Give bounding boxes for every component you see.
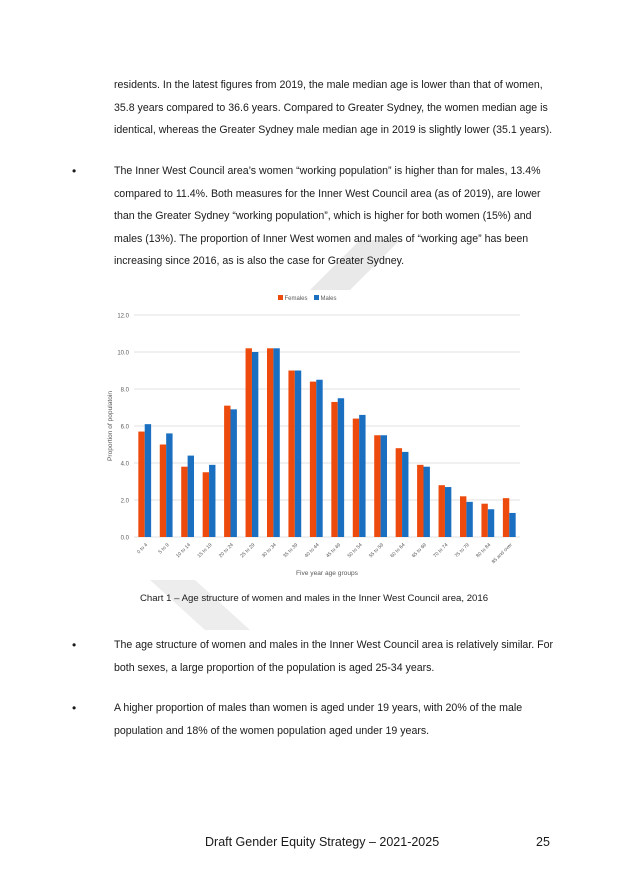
age-structure-chart xyxy=(100,288,530,588)
x-tick-label: 40 to 44 xyxy=(303,542,321,560)
x-tick-label: 25 to 29 xyxy=(239,542,257,560)
x-tick-label: 20 to 24 xyxy=(217,542,235,560)
bar-females xyxy=(396,448,402,537)
bar-females xyxy=(181,467,187,537)
chart-caption: Chart 1 – Age structure of women and males in the Inner West Council area, 2016 xyxy=(140,593,489,604)
bar-males xyxy=(424,467,430,537)
bar-females xyxy=(288,371,294,538)
legend-swatch-females xyxy=(278,295,283,300)
bar-females xyxy=(503,498,509,537)
paragraph-working-population: The Inner West Council area’s women “working population” is higher than for males, 13.4% compared to 11.4%. Both measures for the Inner West Council area (as of 2019), are lower than the Greater Sydney “working population”, which is higher for both women (15%) and males (13%). The proportion of Inner West women and males of “working age” has been increasing since 2016, as is also the case for Greater Sydney. xyxy=(114,165,541,267)
bar-females xyxy=(138,432,144,537)
bar-females xyxy=(160,445,166,538)
bar-males xyxy=(188,456,194,537)
bar-females xyxy=(481,504,487,537)
legend-label-females: Females xyxy=(284,296,308,302)
x-axis-title: Five year age groups xyxy=(296,570,358,577)
bar-females xyxy=(203,472,209,537)
y-tick-label: 4.0 xyxy=(120,461,129,468)
bar-males xyxy=(359,415,365,537)
y-tick-label: 0.0 xyxy=(120,535,129,542)
x-tick-label: 35 to 39 xyxy=(282,542,300,560)
x-tick-label: 70 to 74 xyxy=(432,542,450,560)
x-tick-label: 55 to 59 xyxy=(367,542,386,560)
x-tick-label: 85 and over xyxy=(490,542,514,566)
x-tick-label: 75 to 79 xyxy=(453,542,471,560)
x-tick-label: 0 to 4 xyxy=(136,542,150,556)
bar-females xyxy=(310,382,316,537)
bar-females xyxy=(460,496,466,537)
paragraph-median-age: residents. In the latest figures from 2019, the male median age is lower than that of women, 35.8 years compared to 36.6 years. Compared to Greater Sydney, the women median age is identical, whereas the Greater Sydney male median age in 2019 is slightly lower (35.1 years). xyxy=(114,79,553,136)
bullet-marker: • xyxy=(72,638,77,652)
y-axis-title: Proportion of populatoin xyxy=(107,390,114,462)
bar-females xyxy=(224,406,230,537)
legend-label-males: Males xyxy=(320,296,337,302)
bullet-marker: • xyxy=(72,164,77,178)
footer-title: Draft Gender Equity Strategy – 2021-2025 xyxy=(205,835,440,849)
y-tick-label: 2.0 xyxy=(120,498,129,505)
bar-males xyxy=(338,398,344,537)
bar-females xyxy=(439,485,445,537)
page-number: 25 xyxy=(536,835,550,849)
bar-males xyxy=(273,348,279,537)
bar-females xyxy=(267,348,273,537)
bar-males xyxy=(209,465,215,537)
y-tick-label: 8.0 xyxy=(120,387,129,394)
bar-females xyxy=(353,419,359,537)
bar-males xyxy=(316,380,322,537)
y-tick-label: 10.0 xyxy=(117,350,129,357)
bar-males xyxy=(445,487,451,537)
x-tick-label: 60 to 64 xyxy=(389,542,407,560)
x-tick-label: 10 to 14 xyxy=(174,542,193,560)
x-tick-label: 65 to 69 xyxy=(410,542,428,560)
bar-males xyxy=(381,435,387,537)
x-tick-label: 30 to 34 xyxy=(260,542,278,560)
x-tick-label: 45 to 49 xyxy=(325,542,343,560)
bar-males xyxy=(509,513,515,537)
x-tick-label: 15 to 19 xyxy=(196,542,214,560)
bar-males xyxy=(252,352,258,537)
bar-males xyxy=(402,452,408,537)
bar-males xyxy=(231,409,237,537)
bar-females xyxy=(374,435,380,537)
x-tick-label: 50 to 54 xyxy=(346,542,364,560)
bar-females xyxy=(246,348,252,537)
paragraph-age-structure: The age structure of women and males in the Inner West Council area is relatively similar. For both sexes, a large proportion of the population is aged 25-34 years. xyxy=(114,639,554,674)
bar-males xyxy=(488,509,494,537)
bar-males xyxy=(295,371,301,538)
bar-males xyxy=(466,502,472,537)
legend-swatch-males xyxy=(314,295,319,300)
bar-females xyxy=(331,402,337,537)
x-tick-label: 5 to 9 xyxy=(157,542,171,556)
paragraph-under-19: A higher proportion of males than women is aged under 19 years, with 20% of the male population and 18% of the women population aged under 19 years. xyxy=(114,702,523,737)
bar-males xyxy=(145,424,151,537)
bar-females xyxy=(417,465,423,537)
bullet-marker: • xyxy=(72,701,77,715)
y-tick-label: 6.0 xyxy=(120,424,129,431)
x-tick-label: 80 to 84 xyxy=(475,542,493,560)
bar-males xyxy=(166,433,172,537)
y-tick-label: 12.0 xyxy=(117,313,129,320)
